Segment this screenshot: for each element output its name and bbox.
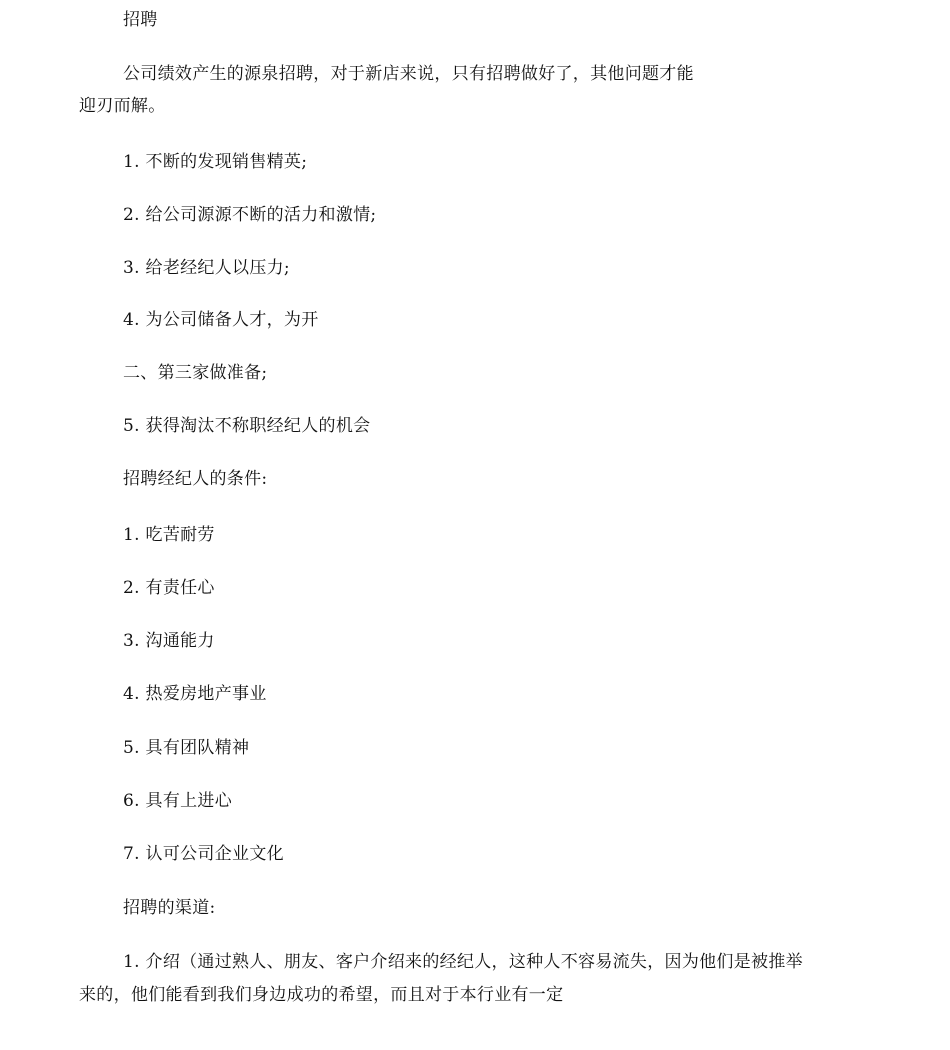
condition-item: 7. 认可公司企业文化 bbox=[123, 844, 284, 864]
condition-item: 5. 具有团队精神 bbox=[123, 738, 250, 758]
condition-item: 2. 有责任心 bbox=[123, 578, 215, 598]
intro-paragraph-line-2: 迎刃而解。 bbox=[79, 96, 166, 116]
channel-paragraph-line-1: 1. 介绍（通过熟人、朋友、客户介绍来的经纪人，这种人不容易流失，因为他们是被推举 bbox=[123, 952, 803, 972]
purpose-item: 二、第三家做准备; bbox=[123, 363, 268, 383]
condition-item: 3. 沟通能力 bbox=[123, 631, 215, 651]
condition-item: 1. 吃苦耐劳 bbox=[123, 525, 215, 545]
conditions-title: 招聘经纪人的条件: bbox=[123, 469, 268, 489]
purpose-item: 3. 给老经纪人以压力; bbox=[123, 258, 290, 278]
section-heading: 招聘 bbox=[123, 10, 158, 30]
purpose-item: 2. 给公司源源不断的活力和激情; bbox=[123, 205, 377, 225]
channels-title: 招聘的渠道: bbox=[123, 898, 216, 918]
channel-paragraph-line-2: 来的，他们能看到我们身边成功的希望，而且对于本行业有一定 bbox=[79, 985, 564, 1005]
purpose-item: 5. 获得淘汰不称职经纪人的机会 bbox=[123, 416, 371, 436]
purpose-item: 1. 不断的发现销售精英; bbox=[123, 152, 308, 172]
purpose-item: 4. 为公司储备人才，为开 bbox=[123, 310, 319, 330]
intro-paragraph-line-1: 公司绩效产生的源泉招聘，对于新店来说，只有招聘做好了，其他问题才能 bbox=[123, 64, 694, 84]
condition-item: 6. 具有上进心 bbox=[123, 791, 233, 811]
condition-item: 4. 热爱房地产事业 bbox=[123, 684, 267, 704]
